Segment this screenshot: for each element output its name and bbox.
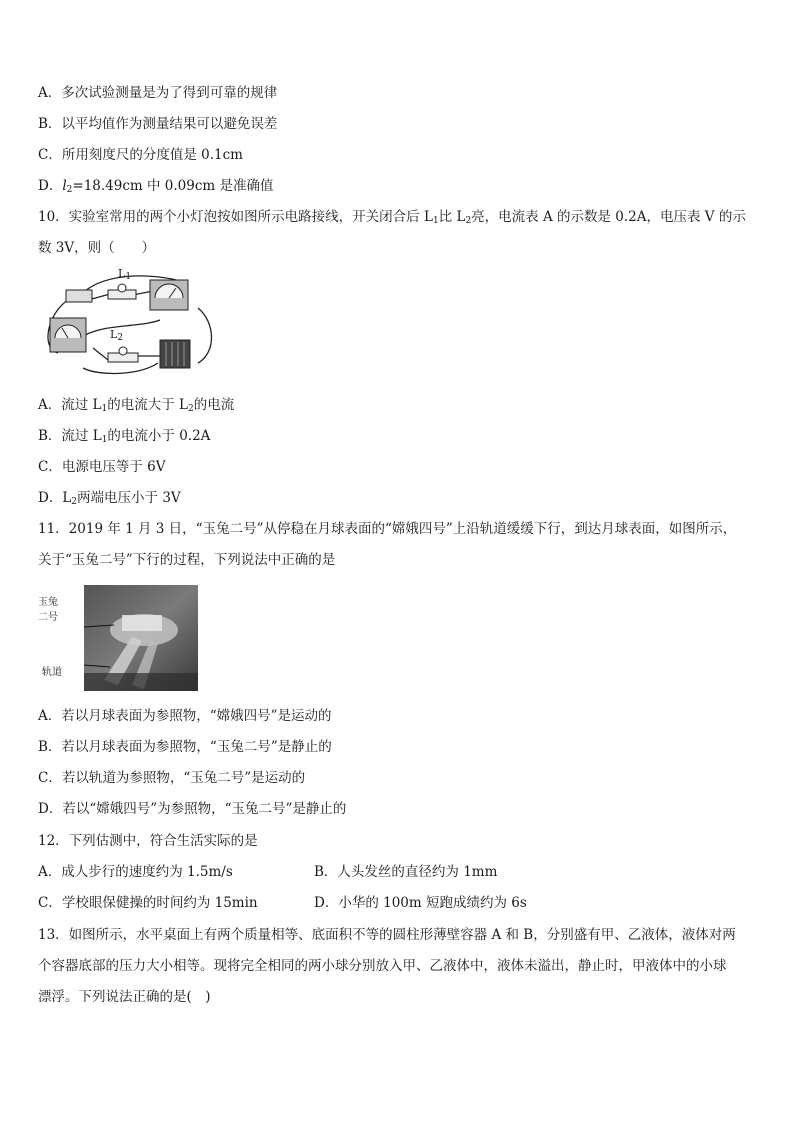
q10-option-a: [38, 396, 234, 418]
q9-d-rest: =18.49cm 中 0.09cm 是准确值: [72, 178, 274, 194]
q10-stem-part: 亮，电流表 A 的示数是 0.2A，电压表 V 的示: [471, 209, 746, 225]
q10-option-d: [38, 489, 181, 511]
q10-stem: [38, 208, 746, 230]
q11-stem-line1: 11．2019 年 1 月 3 日，“玉兔二号”从停稳在月球表面的“嫦娥四号”上沿轨道缓缓下行，到达月球表面，如图所示，: [38, 521, 737, 537]
q10-option-b: [38, 427, 210, 449]
fig-label-track: 轨道: [42, 667, 62, 678]
q10-stem-line2: 数 3V，则（ ）: [38, 240, 156, 256]
fig-label-rover: [38, 595, 58, 625]
q10-option-c: C．电源电压等于 6V: [38, 459, 166, 475]
q9-d-var: l: [62, 178, 67, 194]
circuit-figure: [38, 268, 218, 380]
q11-option-c: C．若以轨道为参照物，“玉兔二号”是运动的: [38, 770, 306, 786]
q9-option-c: C．所用刻度尺的分度值是 0.1cm: [38, 147, 243, 163]
opt-sub: 2: [188, 404, 194, 414]
fig-label-l2-text: L: [110, 328, 118, 341]
fig-label-l1: [118, 267, 131, 282]
q10-stem-sub2: 2: [465, 216, 472, 226]
q9-d-prefix: D．: [38, 178, 63, 194]
q9-option-a: A．多次试验测量是为了得到可靠的规律: [38, 85, 278, 101]
q9-d-sub: 2: [66, 185, 73, 195]
opt-sub: 1: [101, 404, 108, 414]
q13-line3: 漂浮。下列说法正确的是( ): [38, 989, 211, 1005]
q10-stem-part: 10．实验室常用的两个小灯泡按如图所示电路接线，开关闭合后 L: [38, 209, 433, 225]
rover-figure: [38, 585, 203, 693]
q12-stem: 12．下列估测中，符合生活实际的是: [38, 833, 258, 849]
fig-label-l1-sub: 1: [125, 272, 132, 282]
q9-option-d: [38, 177, 274, 199]
opt-sub: 1: [101, 435, 108, 445]
q12-option-d: D．小华的 100m 短跑成绩约为 6s: [314, 895, 527, 911]
q11-option-a: A．若以月球表面为参照物，“嫦娥四号”是运动的: [38, 708, 332, 724]
opt-part: A．流过 L: [38, 397, 102, 413]
opt-sub: 2: [71, 497, 78, 507]
rover-photo: [84, 585, 198, 691]
q9-option-b: B．以平均值作为测量结果可以避免误差: [38, 116, 278, 132]
fig-label-rover-1: 玉兔: [38, 597, 58, 608]
q11-stem-line2: 关于“玉兔二号”下行的过程，下列说法中正确的是: [38, 552, 336, 568]
opt-part: 的电流: [193, 397, 235, 413]
opt-part: 的电流大于 L: [107, 397, 189, 413]
circuit-diagram: [38, 268, 218, 380]
fig-label-rover-2: 二号: [38, 612, 58, 623]
opt-part: D．L: [38, 490, 72, 506]
q12-option-b: B．人头发丝的直径约为 1mm: [314, 864, 498, 880]
q11-option-b: B．若以月球表面为参照物，“玉兔二号”是静止的: [38, 739, 332, 755]
q13-line2: 个容器底部的压力大小相等。现将完全相同的两小球分别放入甲、乙液体中，液体未溢出，静止时，甲液体中的小球: [38, 958, 727, 974]
fig-label-l2-sub: 2: [117, 333, 124, 343]
q13-line1: 13．如图所示，水平桌面上有两个质量相等、底面积不等的圆柱形薄壁容器 A 和 B，分别盛有甲、乙液体，液体对两: [38, 927, 736, 943]
q12-option-c: C．学校眼保健操的时间约为 15min: [38, 895, 258, 911]
fig-label-l1-text: L: [118, 267, 126, 280]
q11-option-d: D．若以“嫦娥四号”为参照物，“玉兔二号”是静止的: [38, 801, 347, 817]
q10-stem-part: 比 L: [438, 209, 466, 225]
q10-stem-sub1: 1: [432, 216, 439, 226]
fig-label-l2: [110, 328, 123, 343]
opt-part: 的电流小于 0.2A: [107, 428, 211, 444]
opt-part: B．流过 L: [38, 428, 102, 444]
q12-option-a: A．成人步行的速度约为 1.5m/s: [38, 864, 233, 880]
opt-part: 两端电压小于 3V: [77, 490, 181, 506]
